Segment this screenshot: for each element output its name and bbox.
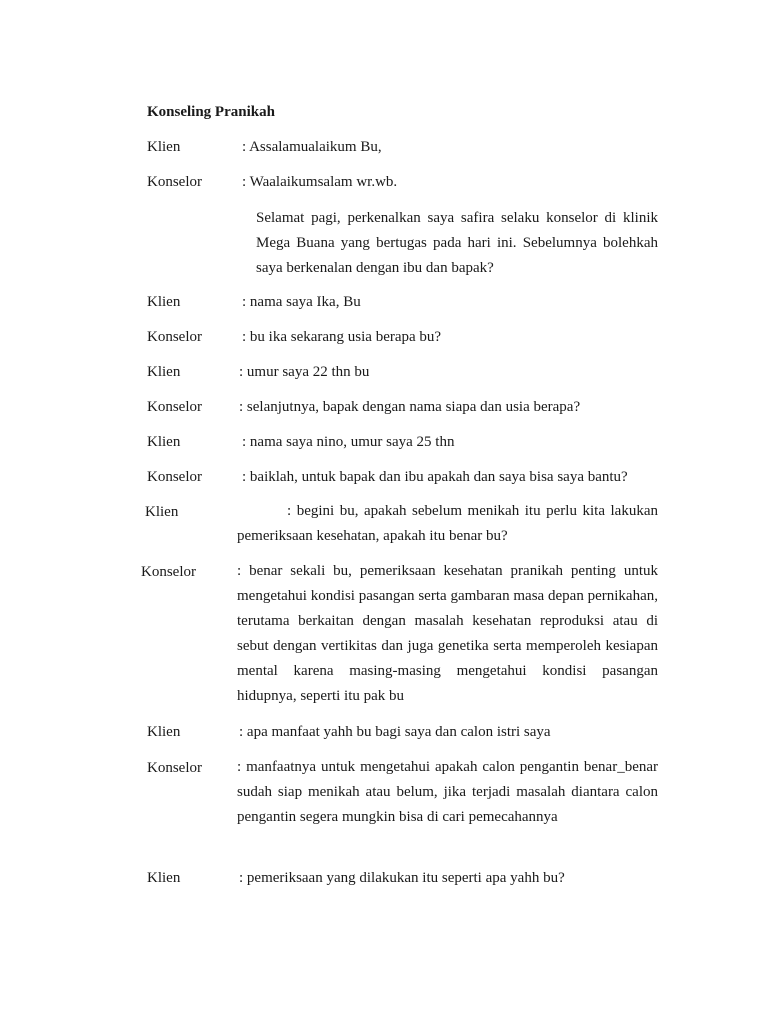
dialog-text: : umur saya 22 thn bu	[239, 364, 370, 380]
speaker-label: Klien	[145, 504, 179, 520]
dialog-text: : nama saya Ika, Bu	[242, 294, 361, 310]
dialog-text: : pemeriksaan yang dilakukan itu seperti apa yahh bu?	[239, 870, 565, 886]
dialog-text: : bu ika sekarang usia berapa bu?	[242, 329, 442, 345]
speaker-label: Konselor	[141, 564, 196, 580]
speaker-label: Klien	[147, 294, 181, 310]
dialog-text: : Assalamualaikum Bu,	[242, 139, 382, 155]
dialog-paragraph: : benar sekali bu, pemeriksaan kesehatan pranikah penting untuk mengetahui kondisi pasangan serta gambaran masa depan pernikahan, terutama berkaitan dengan masalah kesehatan reproduksi atau di sebut dengan vertikitas dan juga genetika serta memperoleh kesiapan mental karena masing-masing mengetahui kondisi pasangan hidupnya, seperti itu pak bu	[237, 563, 658, 704]
speaker-label: Konselor	[147, 329, 202, 345]
document-title: Konseling Pranikah	[147, 104, 275, 120]
speaker-label: Klien	[147, 434, 181, 450]
speaker-label: Konselor	[147, 760, 202, 776]
dialog-text: : Waalaikumsalam wr.wb.	[242, 174, 398, 190]
dialog-text: : begini bu, apakah sebelum menikah itu perlu kita lakukan	[287, 503, 658, 519]
speaker-label: Klien	[147, 870, 181, 886]
dialog-text: : apa manfaat yahh bu bagi saya dan calon istri saya	[239, 724, 551, 740]
dialog-text-continuation: pemeriksaan kesehatan, apakah itu benar bu?	[237, 528, 508, 544]
speaker-label: Klien	[147, 724, 181, 740]
dialog-paragraph: : manfaatnya untuk mengetahui apakah calon pengantin benar_benar sudah siap menikah atau belum, jika terjadi masalah diantara calon pengantin segera mungkin bisa di cari pemecahannya	[237, 759, 658, 825]
speaker-label: Klien	[147, 139, 181, 155]
speaker-label: Konselor	[147, 174, 202, 190]
speaker-label: Klien	[147, 364, 181, 380]
speaker-label: Konselor	[147, 469, 202, 485]
dialog-paragraph: Selamat pagi, perkenalkan saya safira selaku konselor di klinik Mega Buana yang bertugas pada hari ini. Sebelumnya bolehkah saya berkenalan dengan ibu dan bapak?	[256, 210, 658, 276]
dialog-text: : nama saya nino, umur saya 25 thn	[242, 434, 455, 450]
dialog-text: : selanjutnya, bapak dengan nama siapa dan usia berapa?	[239, 399, 581, 415]
speaker-label: Konselor	[147, 399, 202, 415]
dialog-text: : baiklah, untuk bapak dan ibu apakah dan saya bisa saya bantu?	[242, 469, 628, 485]
